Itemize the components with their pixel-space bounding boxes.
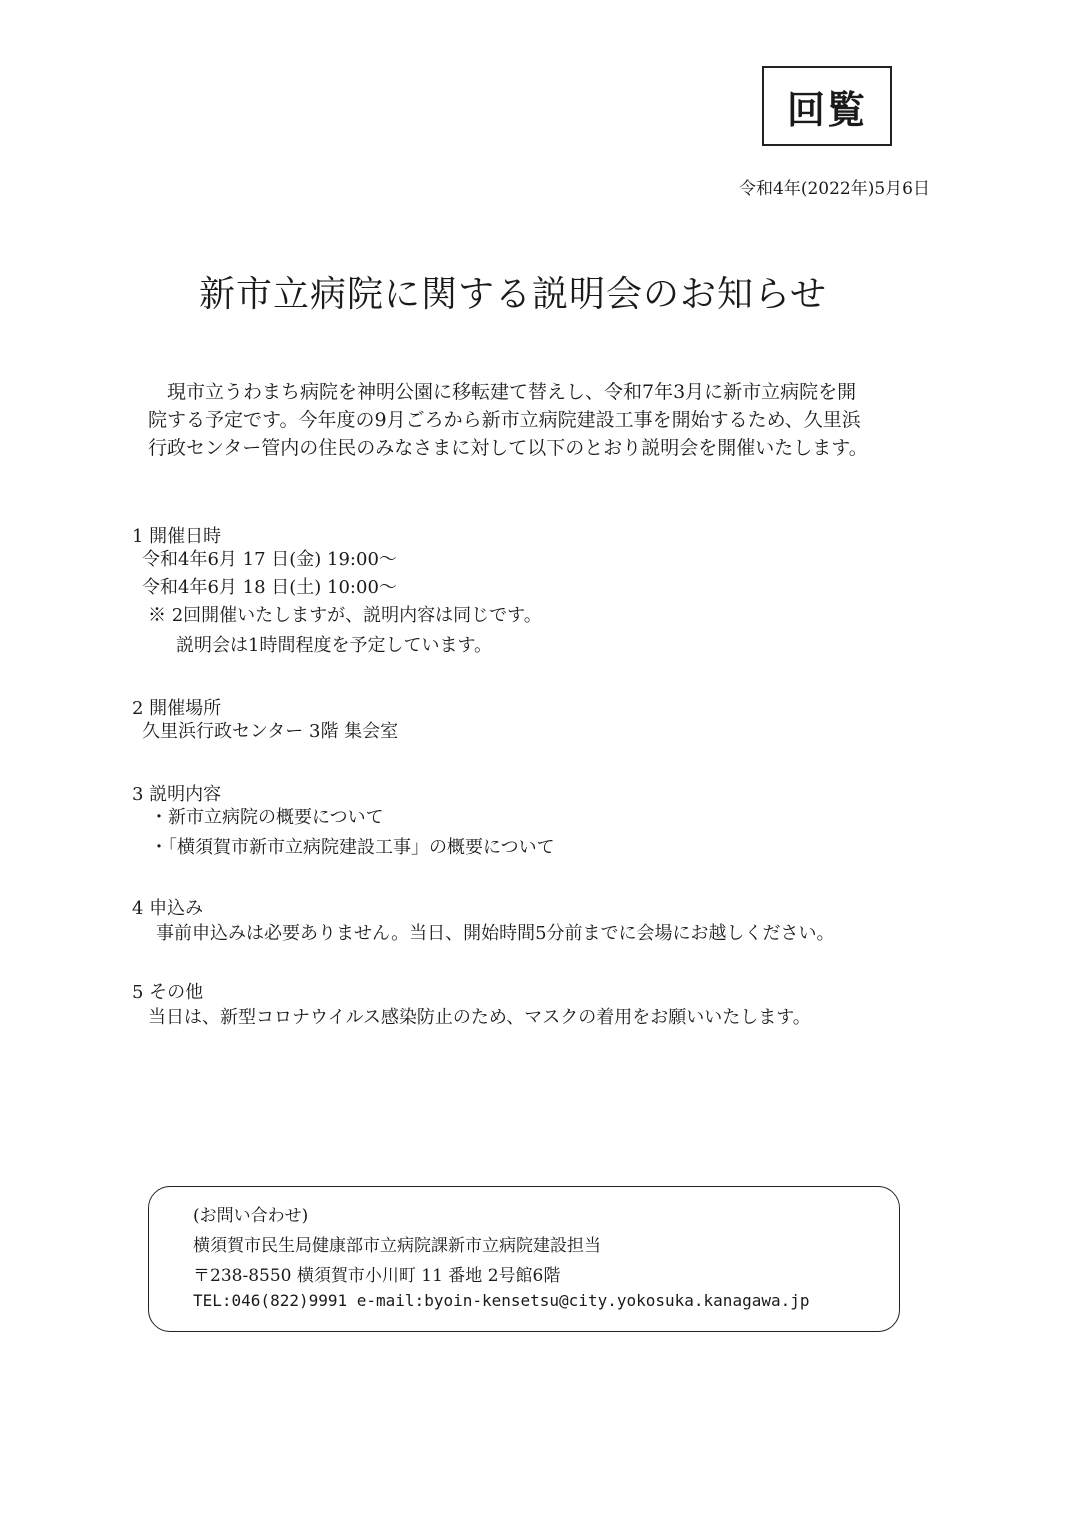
section-heading-application: 4 申込み [132,898,204,919]
intro-line: 行政センター管内の住民のみなさまに対して以下のとおり説明会を開催いたします。 [148,437,868,459]
contact-box [148,1186,900,1332]
circulation-stamp [762,66,892,146]
event-date-2: 令和4年6月 18 日(土) 10:00～ [142,577,397,598]
section-heading-content: 3 説明内容 [132,784,222,805]
page-title: 新市立病院に関する説明会のお知らせ [199,274,827,315]
event-note-1: ※ 2回開催いたしますが、説明内容は同じです。 [148,605,542,626]
content-item-1: ・新市立病院の概要について [150,807,384,828]
content-item-2: ・「横須賀市新市立病院建設工事」の概要について [150,837,555,858]
contact-department: 横須賀市民生局健康部市立病院課新市立病院建設担当 [193,1236,601,1256]
venue-text: 久里浜行政センター 3階 集会室 [142,721,399,742]
issue-date: 令和4年(2022年)5月6日 [739,179,930,199]
intro-line: 現市立うわまち病院を神明公園に移転建て替えし、令和7年3月に新市立病院を開 [167,381,857,403]
contact-tel-email: TEL:046(822)9991 e-mail:byoin-kensetsu@city.yokosuka.kanagawa.jp [193,1291,810,1310]
section-heading-venue: 2 開催場所 [132,698,222,719]
intro-line: 院する予定です。今年度の9月ごろから新市立病院建設工事を開始するため、久里浜 [148,409,861,431]
contact-address: 〒238-8550 横須賀市小川町 11 番地 2号館6階 [193,1266,561,1286]
event-date-1: 令和4年6月 17 日(金) 19:00～ [142,549,397,570]
contact-heading: (お問い合わせ) [193,1206,309,1226]
circulation-mark: 回覧 [786,87,867,132]
other-text: 当日は、新型コロナウイルス感染防止のため、マスクの着用をお願いいたします。 [148,1007,811,1028]
section-heading-other: 5 その他 [132,982,204,1003]
application-text: 事前申込みは必要ありません。当日、開始時間5分前までに会場にお越しください。 [156,923,835,944]
section-heading-datetime: 1 開催日時 [132,526,222,547]
event-note-2: 説明会は1時間程度を予定しています。 [176,635,493,656]
intro-paragraph [148,378,908,462]
